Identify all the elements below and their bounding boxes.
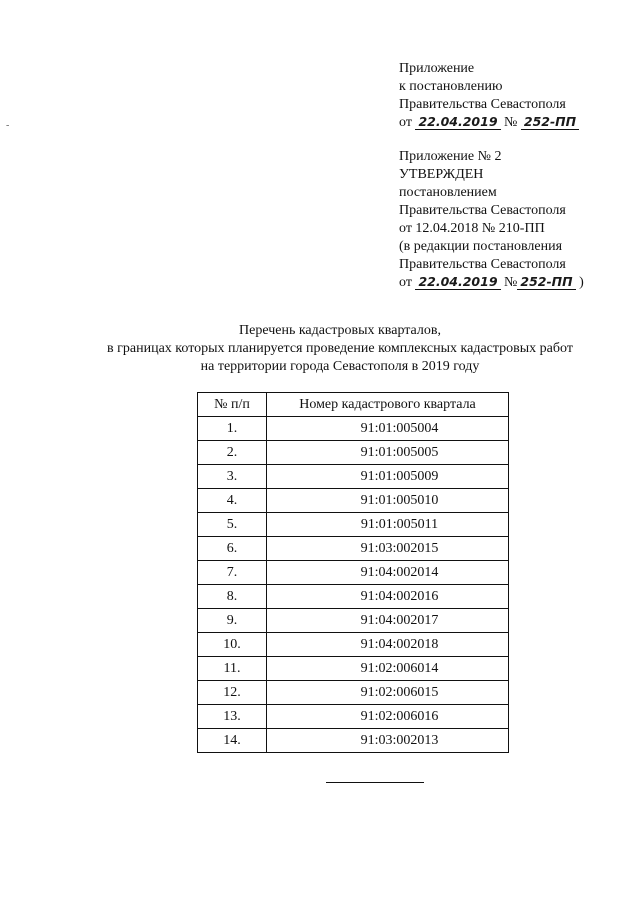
title-line: Перечень кадастровых кварталов, xyxy=(239,323,441,338)
date-prefix: от xyxy=(399,115,412,130)
quarter-code: 91:03:002013 xyxy=(267,729,509,753)
quarter-code: 91:04:002016 xyxy=(267,585,509,609)
appendix2-line: от 12.04.2018 № 210-ПП xyxy=(399,221,545,236)
handwritten-date: 22.04.2019 xyxy=(415,274,500,290)
table-row xyxy=(198,537,509,561)
appendix2-line: Правительства Севастополя xyxy=(399,257,566,272)
quarter-code: 91:03:002015 xyxy=(267,537,509,561)
row-number: 7. xyxy=(198,561,267,585)
quarter-code: 91:04:002014 xyxy=(267,561,509,585)
handwritten-number: 252-ПП xyxy=(521,114,579,130)
row-number: 14. xyxy=(198,729,267,753)
quarter-code: 91:02:006014 xyxy=(267,657,509,681)
appendix-date-line xyxy=(399,114,579,132)
appendix2-date-line xyxy=(399,274,584,292)
number-prefix: № xyxy=(504,275,518,290)
row-number: 9. xyxy=(198,609,267,633)
document-title xyxy=(80,322,600,376)
title-line: в границах которых планируется проведение комплексных кадастровых работ xyxy=(107,341,573,356)
appendix2-line: постановлением xyxy=(399,185,497,200)
row-number: 8. xyxy=(198,585,267,609)
row-number: 6. xyxy=(198,537,267,561)
table-row xyxy=(198,465,509,489)
appendix2-line: (в редакции постановления xyxy=(399,239,563,254)
quarter-code: 91:02:006016 xyxy=(267,705,509,729)
cadastral-quarters-table xyxy=(197,392,509,753)
appendix-block xyxy=(399,60,579,132)
appendix-line: к постановлению xyxy=(399,79,503,94)
handwritten-date: 22.04.2019 xyxy=(415,114,500,130)
quarter-code: 91:02:006015 xyxy=(267,681,509,705)
quarter-code: 91:01:005011 xyxy=(267,513,509,537)
table-row xyxy=(198,513,509,537)
table-row xyxy=(198,561,509,585)
table-row xyxy=(198,681,509,705)
quarter-code: 91:01:005004 xyxy=(267,417,509,441)
row-number: 4. xyxy=(198,489,267,513)
appendix2-block xyxy=(399,148,584,292)
table-header-row xyxy=(198,393,509,417)
appendix-line: Правительства Севастополя xyxy=(399,97,566,112)
table-row xyxy=(198,441,509,465)
row-number: 5. xyxy=(198,513,267,537)
header-number: № п/п xyxy=(198,393,267,417)
row-number: 3. xyxy=(198,465,267,489)
close-paren: ) xyxy=(579,275,584,290)
appendix2-line: УТВЕРЖДЕН xyxy=(399,167,484,182)
title-line: на территории города Севастополя в 2019 году xyxy=(200,359,480,374)
quarter-code: 91:01:005010 xyxy=(267,489,509,513)
table-row xyxy=(198,657,509,681)
table-row xyxy=(198,729,509,753)
table-row xyxy=(198,705,509,729)
table-row xyxy=(198,609,509,633)
row-number: 2. xyxy=(198,441,267,465)
margin-mark: - xyxy=(6,120,10,131)
quarter-code: 91:01:005005 xyxy=(267,441,509,465)
handwritten-number: 252-ПП xyxy=(517,274,575,290)
number-prefix: № xyxy=(504,115,518,130)
table-row xyxy=(198,417,509,441)
quarter-code: 91:01:005009 xyxy=(267,465,509,489)
appendix-line: Приложение xyxy=(399,61,475,76)
table-row xyxy=(198,633,509,657)
header-quarter: Номер кадастрового квартала xyxy=(267,393,509,417)
quarter-code: 91:04:002017 xyxy=(267,609,509,633)
row-number: 10. xyxy=(198,633,267,657)
date-prefix: от xyxy=(399,275,412,290)
appendix2-line: Правительства Севастополя xyxy=(399,203,566,218)
table-row xyxy=(198,489,509,513)
quarter-code: 91:04:002018 xyxy=(267,633,509,657)
row-number: 12. xyxy=(198,681,267,705)
row-number: 1. xyxy=(198,417,267,441)
row-number: 13. xyxy=(198,705,267,729)
row-number: 11. xyxy=(198,657,267,681)
table-row xyxy=(198,585,509,609)
appendix2-line: Приложение № 2 xyxy=(399,149,502,164)
closing-divider xyxy=(326,782,424,783)
